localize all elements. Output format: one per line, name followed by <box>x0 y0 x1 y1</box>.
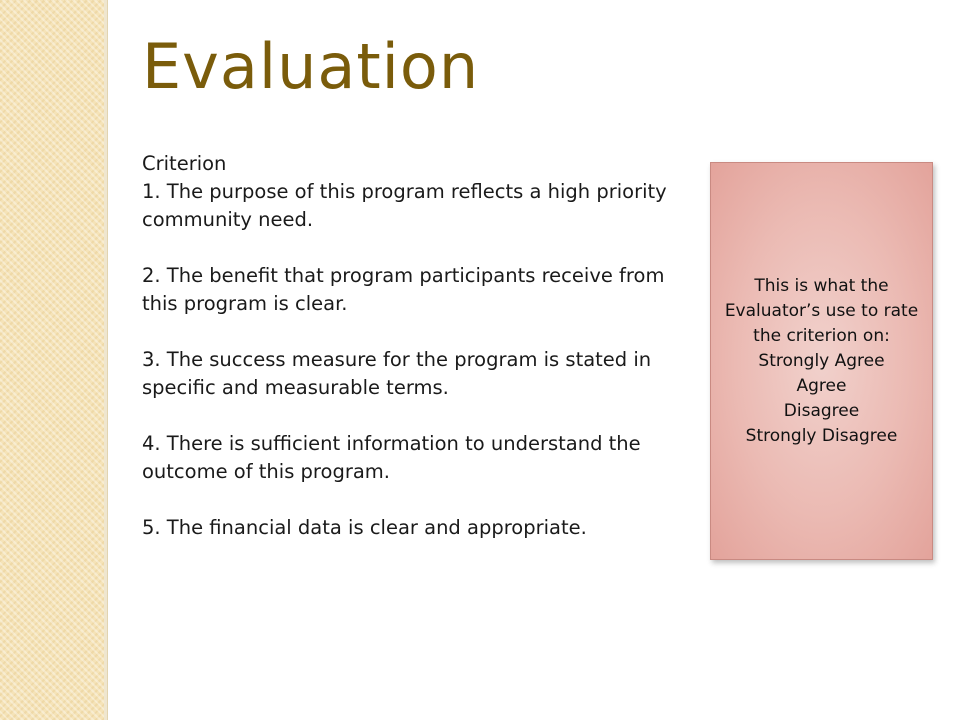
rating-option-strongly-agree: Strongly Agree <box>758 350 885 371</box>
rating-scale-callout <box>710 162 933 560</box>
slide-title: Evaluation <box>142 30 480 103</box>
criterion-item-1: 1. The purpose of this program reflects a high priority community need. <box>142 180 667 231</box>
rating-option-strongly-disagree: Strongly Disagree <box>745 425 898 446</box>
criteria-heading: Criterion <box>142 152 227 175</box>
criterion-item-5: 5. The financial data is clear and appropriate. <box>142 516 587 539</box>
callout-intro: This is what the Evaluator’s use to rate the criterion on: <box>724 275 919 346</box>
side-divider <box>104 0 108 720</box>
decorative-side-band <box>0 0 104 720</box>
rating-option-agree: Agree <box>796 375 847 396</box>
criterion-item-2: 2. The benefit that program participants receive from this program is clear. <box>142 264 665 315</box>
rating-option-disagree: Disagree <box>783 400 860 421</box>
criteria-list <box>142 150 687 542</box>
criterion-item-4: 4. There is sufficient information to understand the outcome of this program. <box>142 432 641 483</box>
criterion-item-3: 3. The success measure for the program is stated in specific and measurable terms. <box>142 348 652 399</box>
